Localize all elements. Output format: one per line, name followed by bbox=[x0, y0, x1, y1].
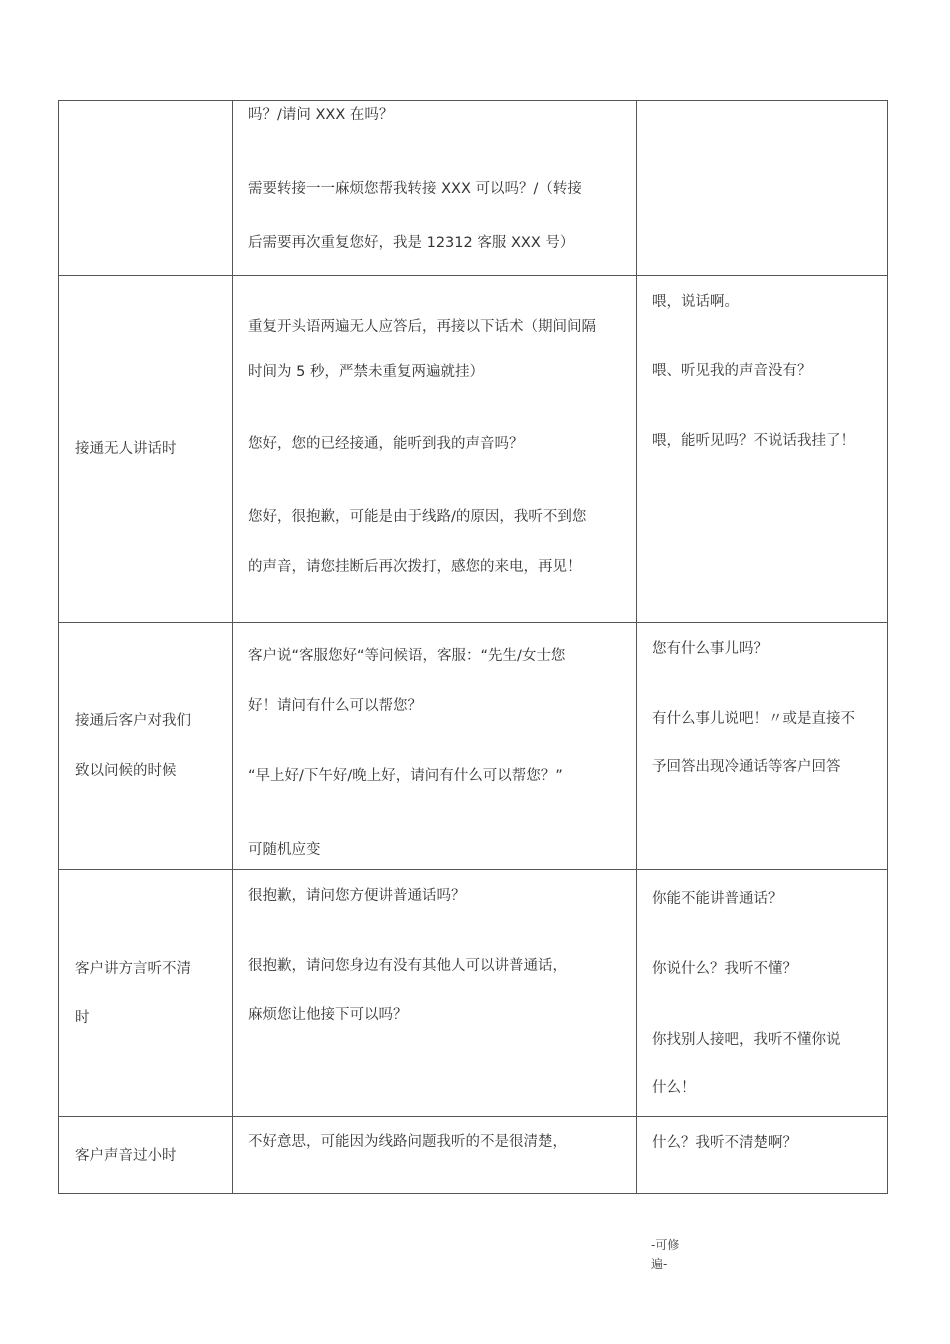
customer-line: 喂，能听见吗？不说话我挂了！ bbox=[652, 433, 855, 449]
situation-cell bbox=[59, 101, 233, 276]
staff-line: “早上好/下午好/晚上好，请问有什么可以帮您？” bbox=[248, 768, 563, 784]
situation-cell bbox=[59, 1117, 233, 1194]
customer-line: 有什么事儿说吧！〃或是直接不 bbox=[652, 711, 855, 727]
table-row bbox=[59, 276, 888, 623]
situation-line: 时 bbox=[75, 1010, 90, 1026]
staff-line: 很抱歉，请问您身边有没有其他人可以讲普通话， bbox=[248, 958, 567, 974]
customer-line: 你能不能讲普通话？ bbox=[652, 891, 783, 907]
customer-line: 您有什么事儿吗？ bbox=[652, 641, 768, 657]
customer-response-cell bbox=[637, 870, 888, 1117]
customer-line: 你说什么？我听不懂？ bbox=[652, 961, 797, 977]
staff-line: 重复开头语两遍无人应答后，再接以下话术（期间间隔 bbox=[248, 319, 596, 335]
situation-cell bbox=[59, 623, 233, 870]
staff-line: 不好意思，可能因为线路问题我听的不是很清楚， bbox=[248, 1134, 567, 1150]
footer-line: -可修 bbox=[651, 1238, 680, 1252]
customer-response-cell bbox=[637, 276, 888, 623]
staff-script-cell bbox=[233, 276, 637, 623]
customer-response-cell bbox=[637, 1117, 888, 1194]
situation-cell bbox=[59, 870, 233, 1117]
staff-line: 需要转接一一麻烦您帮我转接 XXX 可以吗？/（转接 bbox=[248, 181, 582, 197]
customer-line: 喂、听见我的声音没有？ bbox=[652, 363, 812, 379]
staff-line: 很抱歉，请问您方便讲普通话吗？ bbox=[248, 888, 466, 904]
footer-line: 遍- bbox=[651, 1257, 668, 1271]
table-row bbox=[59, 870, 888, 1117]
staff-line: 好！请问有什么可以帮您？ bbox=[248, 698, 422, 714]
staff-script-cell bbox=[233, 870, 637, 1117]
staff-script-cell bbox=[233, 623, 637, 870]
staff-line: 吗？/请问 XXX 在吗？ bbox=[248, 107, 394, 123]
customer-line: 予回答出现冷通话等客户回答 bbox=[652, 759, 841, 775]
table-row bbox=[59, 623, 888, 870]
customer-line: 你找别人接吧，我听不懂你说 bbox=[652, 1032, 841, 1048]
customer-response-cell bbox=[637, 623, 888, 870]
customer-line: 什么！ bbox=[652, 1080, 696, 1096]
staff-line: 麻烦您让他接下可以吗？ bbox=[248, 1007, 408, 1023]
situation-cell bbox=[59, 276, 233, 623]
staff-line: 的声音，请您挂断后再次拨打，感您的来电，再见！ bbox=[248, 559, 582, 575]
staff-script-cell bbox=[233, 1117, 637, 1194]
customer-line: 什么？我听不清楚啊？ bbox=[652, 1135, 797, 1151]
staff-line: 客户说“客服您好“等问候语，客服：“先生/女士您 bbox=[248, 648, 566, 664]
situation-line: 客户声音过小时 bbox=[75, 1148, 177, 1164]
staff-line: 可随机应变 bbox=[248, 842, 321, 858]
table-row bbox=[59, 101, 888, 276]
situation-line: 客户讲方言听不清 bbox=[75, 961, 191, 977]
page-footer bbox=[651, 1236, 679, 1274]
customer-line: 喂，说话啊。 bbox=[652, 294, 739, 310]
staff-line: 时间为 5 秒，严禁未重复两遍就挂） bbox=[248, 364, 484, 380]
table-row bbox=[59, 1117, 888, 1194]
call-script-table bbox=[58, 100, 888, 1194]
situation-line: 接通无人讲话时 bbox=[75, 441, 177, 457]
situation-line: 接通后客户对我们 bbox=[75, 713, 191, 729]
staff-line: 您好，您的已经接通，能听到我的声音吗？ bbox=[248, 436, 524, 452]
situation-line: 致以问候的时候 bbox=[75, 763, 177, 779]
staff-line: 您好，很抱歉，可能是由于线路/的原因，我听不到您 bbox=[248, 509, 587, 525]
staff-script-cell bbox=[233, 101, 637, 276]
customer-response-cell bbox=[637, 101, 888, 276]
staff-line: 后需要再次重复您好，我是 12312 客服 XXX 号） bbox=[248, 235, 575, 251]
